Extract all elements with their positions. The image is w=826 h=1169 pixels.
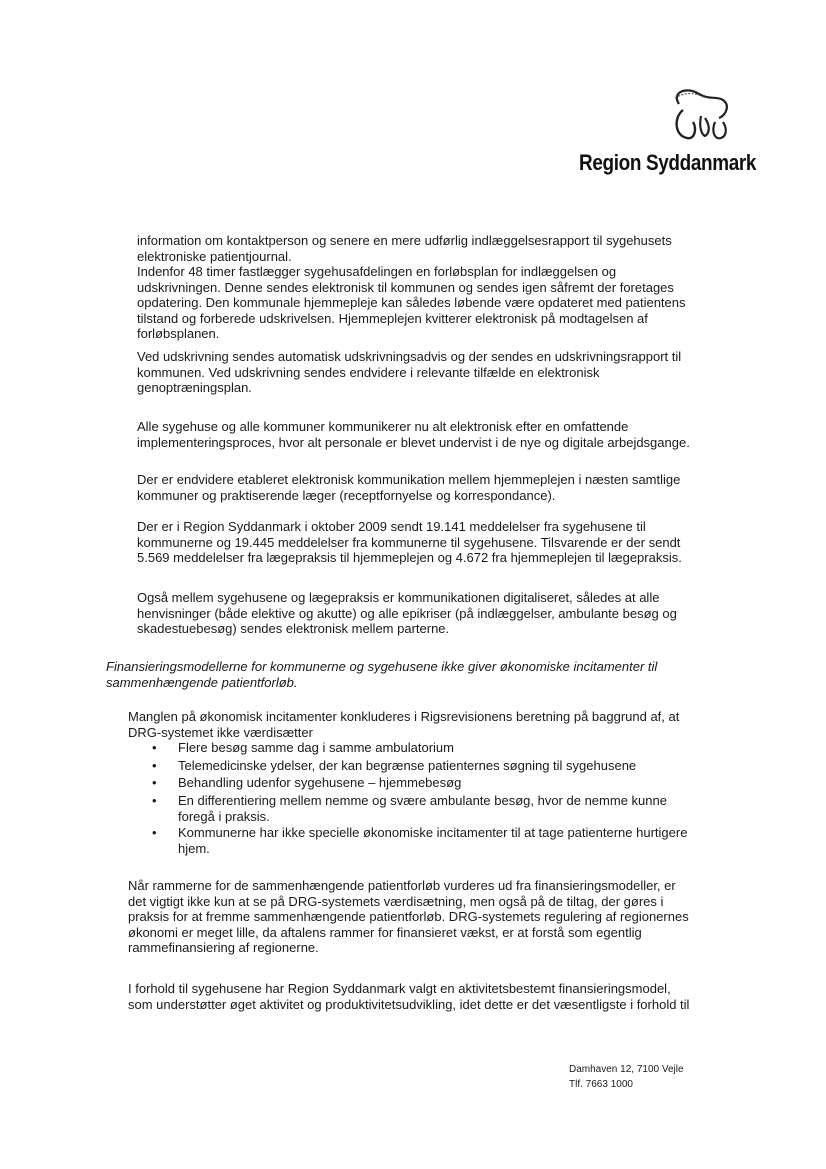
paragraph-2-line: Indenfor 48 timer fastlægger sygehusafdelingen en forløbsplan for indlæggelsen og [137,264,617,279]
paragraph-3-line: genoptræningsplan. [137,380,252,396]
paragraph-9-line: Når rammerne for de sammenhængende patientforløb vurderes ud fra finansieringsmodeller, er [128,878,676,893]
paragraph-4-line: implementeringsproces, hvor alt personale er blevet undervist i de nye og digitale arbejdsgange. [137,434,690,450]
region-syddanmark-logo-icon [665,88,745,150]
section-heading-line: Finansieringsmodellerne for kommunerne og sygehusene ikke giver økonomiske incitamenter til [106,659,658,674]
paragraph-5-line: kommuner og praktiserende læger (receptfornyelse og korrespondance). [137,487,556,503]
bullet-item-line: Flere besøg samme dag i samme ambulatorium [178,740,454,755]
paragraph-9-line: rammefinansiering af regionerne. [128,940,319,956]
paragraph-7-line: skadestuebesøg) sendes elektronisk mellem parterne. [137,621,450,637]
paragraph-9-line: praksis for at fremme sammenhængende patientforløb. DRG-systemets regulering af regionernes [128,909,689,925]
paragraph-6-line: Der er i Region Syddanmark i oktober 2009 sendt 19.141 meddelelser fra sygehusene til [137,519,646,534]
paragraph-7-line: Også mellem sygehusene og lægepraksis er kommunikationen digitaliseret, således at alle [137,590,660,605]
paragraph-10-line: I forhold til sygehusene har Region Syddanmark valgt en aktivitetsbestemt finansieringsmodel, [128,981,671,996]
paragraph-6-line: kommunerne og 19.445 meddelelser fra kommunerne til sygehusene. Tilsvarende er der sendt [137,534,681,550]
paragraph-8-line: DRG-systemet ikke værdisætter [128,724,313,740]
bullet-item-line: En differentiering mellem nemme og svære ambulante besøg, hvor de nemme kunne [178,793,667,808]
paragraph-2-line: tilstand og forberede udskrivelsen. Hjemmeplejen kvitterer elektronisk på modtagelsen af [137,310,648,326]
logo-text: Region Syddanmark [579,150,757,175]
paragraph-2-line: udskrivningen. Denne sendes elektronisk til kommunen og sendes igen såfremt der foretages [137,279,674,295]
paragraph-1-line: information om kontaktperson og senere en mere udførlig indlæggelsesrapport til sygehusets [137,233,672,248]
footer-phone: Tlf. 7663 1000 [569,1079,633,1090]
bullet-item-line: Kommunerne har ikke specielle økonomiske incitamenter til at tage patienterne hurtigere [178,825,688,840]
bullet-item-line: Behandling udenfor sygehusene – hjemmebesøg [178,775,462,790]
paragraph-9-line: det vigtigt ikke kun at se på DRG-systemets værdisætning, men også på de tiltag, der gøres i [128,893,664,909]
paragraph-5-line: Der er endvidere etableret elektronisk kommunikation mellem hjemmeplejen i næsten samtlige [137,472,681,487]
paragraph-2-line: opdatering. Den kommunale hjemmepleje kan således løbende være opdateret med patientens [137,295,686,311]
paragraph-1-line: elektroniske patientjournal. [137,248,292,264]
paragraph-4-line: Alle sygehuse og alle kommuner kommunikerer nu alt elektronisk efter en omfattende [137,419,629,434]
paragraph-6-line: 5.569 meddelelser fra lægepraksis til hjemmeplejen og 4.672 fra hjemmeplejen til lægepraksis. [137,550,682,566]
bullet-marker: • [152,793,157,808]
footer-address: Damhaven 12, 7100 Vejle [569,1064,684,1075]
paragraph-2-line: forløbsplanen. [137,326,220,342]
paragraph-8-line: Manglen på økonomisk incitamenter konkluderes i Rigsrevisionens beretning på baggrund af, at [128,709,680,724]
bullet-item-line: Telemedicinske ydelser, der kan begrænse patienternes søgning til sygehusene [178,758,637,773]
section-heading-line: sammenhængende patientforløb. [106,674,298,690]
paragraph-7-line: henvisninger (både elektive og akutte) og alle epikriser (på indlæggelser, ambulante besøg og [137,605,677,621]
paragraph-10-line: som understøtter øget aktivitet og produktivitetsudvikling, idet dette er det væsentligste i forhold til [128,996,690,1012]
bullet-marker: • [152,758,157,773]
paragraph-3-line: Ved udskrivning sendes automatisk udskrivningsadvis og der sendes en udskrivningsrapport til [137,349,682,364]
paragraph-3-line: kommunen. Ved udskrivning sendes endvidere i relevante tilfælde en elektronisk [137,364,600,380]
bullet-item-line: hjem. [178,840,210,856]
bullet-marker: • [152,825,157,840]
paragraph-9-line: økonomi er meget lille, da aftalens rammer for finansieret vækst, er at forstå som egentlig [128,924,642,940]
bullet-item-line: foregå i praksis. [178,808,270,824]
bullet-marker: • [152,740,157,755]
bullet-marker: • [152,775,157,790]
region-logo [575,88,765,188]
